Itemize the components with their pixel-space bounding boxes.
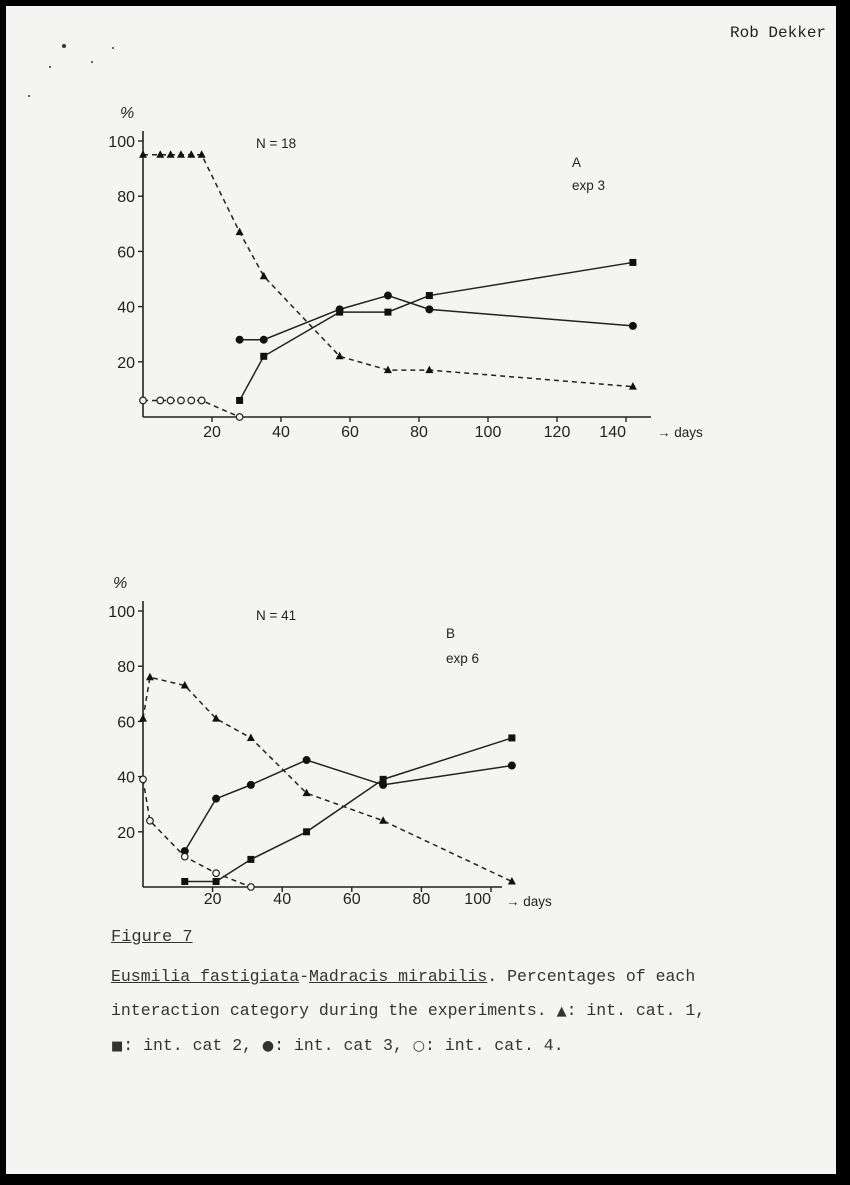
x-axis-label: → days bbox=[657, 425, 703, 440]
open-circle-icon: ○ bbox=[412, 1038, 425, 1054]
data-point-open-circle bbox=[213, 870, 220, 877]
x-tick-label: 100 bbox=[474, 424, 502, 441]
caption-dash: - bbox=[299, 967, 310, 986]
data-point-triangle bbox=[139, 714, 147, 722]
x-tick-label: 80 bbox=[410, 424, 428, 441]
experiment-label: exp 3 bbox=[572, 178, 606, 193]
square-icon: ■ bbox=[111, 1039, 124, 1054]
series-line-square bbox=[185, 738, 512, 882]
data-point-square bbox=[213, 878, 220, 885]
y-tick-label: 20 bbox=[117, 354, 135, 372]
series-line-open-circle bbox=[143, 779, 251, 887]
y-tick-label: 100 bbox=[108, 604, 135, 621]
series-line-triangle bbox=[143, 677, 512, 881]
legend-cat-3: : int. cat 3, bbox=[274, 1036, 413, 1055]
legend-cat-4: : int. cat. 4. bbox=[424, 1036, 564, 1055]
data-point-open-circle bbox=[140, 776, 147, 783]
y-tick-label: 100 bbox=[108, 134, 135, 151]
data-point-triangle bbox=[146, 673, 154, 681]
sample-size-label: N = 18 bbox=[256, 136, 297, 151]
y-tick-label: 80 bbox=[117, 189, 135, 207]
sample-size-label: N = 41 bbox=[256, 608, 297, 623]
legend-cat-2: : int. cat 2, bbox=[123, 1036, 262, 1055]
triangle-icon: ▲ bbox=[556, 1004, 567, 1019]
y-tick-label: 80 bbox=[117, 659, 135, 677]
x-tick-label: 120 bbox=[543, 424, 571, 441]
data-point-circle bbox=[212, 795, 220, 803]
filled-circle-icon: ● bbox=[261, 1038, 275, 1054]
caption-text: . Percentages of each interaction category during the experiments. bbox=[111, 967, 696, 1020]
data-point-square bbox=[181, 878, 188, 885]
data-point-square bbox=[303, 828, 310, 835]
legend-cat-1: : int. cat. 1, bbox=[566, 1001, 706, 1020]
y-tick-label: 60 bbox=[117, 714, 135, 732]
panel-label: A bbox=[572, 155, 582, 170]
panel-label: B bbox=[446, 626, 456, 641]
x-tick-label: 60 bbox=[341, 424, 359, 441]
figure-caption bbox=[111, 960, 791, 1064]
x-tick-label: 20 bbox=[203, 891, 222, 908]
y-tick-label: 60 bbox=[117, 244, 135, 262]
species-2: Madracis mirabilis bbox=[309, 967, 488, 986]
x-tick-label: 60 bbox=[342, 891, 361, 908]
data-point-square bbox=[508, 734, 515, 741]
series-line-circle bbox=[185, 760, 512, 851]
figure-label: Figure 7 bbox=[111, 928, 193, 947]
y-tick-label: 20 bbox=[117, 824, 135, 842]
x-axis-label: → days bbox=[506, 894, 552, 909]
x-tick-label: 20 bbox=[203, 424, 221, 441]
y-axis-label: % bbox=[113, 575, 128, 592]
data-point-triangle bbox=[379, 816, 387, 824]
data-point-circle bbox=[508, 762, 516, 770]
x-tick-label: 140 bbox=[599, 424, 626, 441]
experiment-label: exp 6 bbox=[446, 651, 480, 666]
data-point-circle bbox=[379, 781, 387, 789]
x-tick-label: 40 bbox=[273, 891, 292, 908]
data-point-open-circle bbox=[147, 817, 154, 824]
data-point-square bbox=[247, 856, 254, 863]
x-tick-label: 80 bbox=[412, 891, 431, 908]
y-tick-label: 40 bbox=[117, 299, 135, 317]
x-tick-label: 40 bbox=[272, 424, 290, 441]
species-1: Eusmilia fastigiata bbox=[111, 967, 300, 986]
y-tick-label: 40 bbox=[117, 769, 135, 787]
data-point-open-circle bbox=[181, 853, 188, 860]
x-tick-label: 100 bbox=[464, 891, 491, 908]
data-point-circle bbox=[303, 756, 311, 764]
y-axis-label: % bbox=[120, 105, 135, 122]
data-point-circle bbox=[247, 781, 255, 789]
data-point-open-circle bbox=[248, 884, 255, 891]
author-name: Rob Dekker bbox=[730, 24, 827, 42]
data-point-triangle bbox=[247, 733, 255, 741]
